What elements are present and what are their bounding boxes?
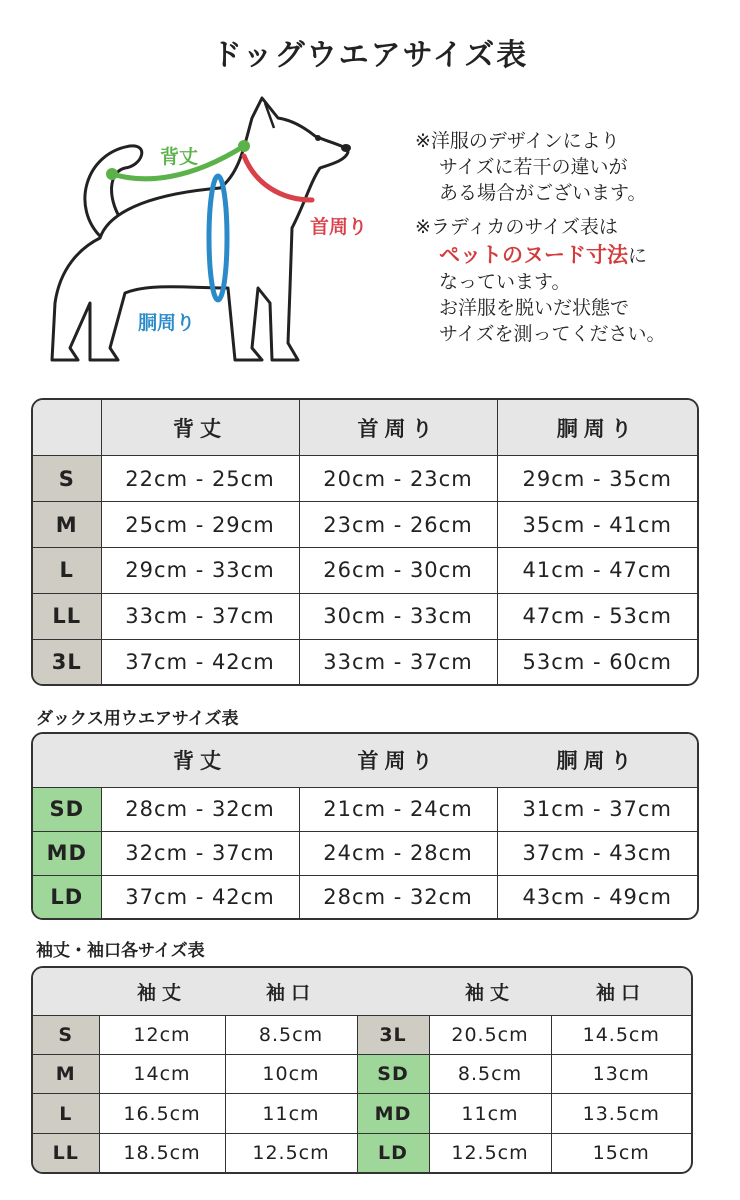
note-text: に xyxy=(628,245,648,267)
table-header-row xyxy=(33,968,691,1015)
dachs-size-table xyxy=(31,732,699,920)
table-row xyxy=(33,831,697,875)
note-line: サイズを測ってください。 xyxy=(439,323,666,345)
back-cell: 32cm - 37cm xyxy=(101,831,299,875)
note-line: なっています。 xyxy=(439,271,571,293)
size-notes xyxy=(415,128,665,347)
neck-cell: 26cm - 30cm xyxy=(299,547,497,593)
table-row xyxy=(33,875,697,918)
neck-label: 首周り xyxy=(310,216,368,238)
note-line: ※ラディカのサイズ表は xyxy=(415,216,618,238)
header-cell: 袖丈 xyxy=(429,968,551,1015)
size-cell: 3L xyxy=(357,1015,429,1054)
sleeve-length-cell: 18.5cm xyxy=(99,1133,225,1172)
back-cell: 37cm - 42cm xyxy=(101,875,299,918)
header-cell: 背丈 xyxy=(101,400,299,456)
back-cell: 29cm - 33cm xyxy=(101,547,299,593)
sleeve-length-cell: 14cm xyxy=(99,1055,225,1094)
cuff-cell: 13cm xyxy=(551,1055,691,1094)
sleeve-length-cell: 12cm xyxy=(99,1015,225,1054)
back-length-label: 背丈 xyxy=(160,146,199,168)
table-row xyxy=(33,787,697,831)
sleeve-length-cell: 8.5cm xyxy=(429,1055,551,1094)
back-cell: 28cm - 32cm xyxy=(101,787,299,831)
header-cell: 首周り xyxy=(299,400,497,456)
note-line: ある場合がございます。 xyxy=(439,182,647,204)
note-line: サイズに若干の違いが xyxy=(439,156,628,178)
size-cell: S xyxy=(33,1015,99,1054)
size-cell: S xyxy=(33,456,101,502)
neck-cell: 33cm - 37cm xyxy=(299,639,497,684)
sleeve-size-table xyxy=(31,966,693,1174)
cuff-cell: 10cm xyxy=(225,1055,357,1094)
neck-cell: 21cm - 24cm xyxy=(299,787,497,831)
header-cell: 袖丈 xyxy=(99,968,225,1015)
header-cell xyxy=(33,968,99,1015)
sleeve-table-title: 袖丈・袖口各サイズ表 xyxy=(36,941,205,961)
chest-cell: 31cm - 37cm xyxy=(497,787,697,831)
size-cell: MD xyxy=(33,831,101,875)
chest-cell: 47cm - 53cm xyxy=(497,593,697,639)
chest-cell: 35cm - 41cm xyxy=(497,502,697,548)
chest-label: 胴周り xyxy=(138,312,196,334)
table-row xyxy=(33,1015,691,1054)
header-cell: 袖口 xyxy=(551,968,691,1015)
back-cell: 33cm - 37cm xyxy=(101,593,299,639)
header-cell xyxy=(33,400,101,456)
chest-cell: 53cm - 60cm xyxy=(497,639,697,684)
note-line: ※洋服のデザインにより xyxy=(415,130,620,152)
header-cell: 胴周り xyxy=(497,734,697,787)
neck-cell: 24cm - 28cm xyxy=(299,831,497,875)
header-cell: 首周り xyxy=(299,734,497,787)
size-cell: MD xyxy=(357,1094,429,1133)
table-header-row xyxy=(33,734,697,787)
header-cell xyxy=(357,968,429,1015)
header-cell: 背丈 xyxy=(101,734,299,787)
neck-cell: 23cm - 26cm xyxy=(299,502,497,548)
header-cell: 袖口 xyxy=(225,968,357,1015)
cuff-cell: 14.5cm xyxy=(551,1015,691,1054)
table-row xyxy=(33,502,697,548)
table-row xyxy=(33,547,697,593)
page-title: ドッグウエアサイズ表 xyxy=(211,38,529,73)
table-row xyxy=(33,639,697,684)
size-cell: L xyxy=(33,1094,99,1133)
table-row xyxy=(33,1094,691,1133)
table-row xyxy=(33,1133,691,1172)
dog-illustration xyxy=(30,88,430,388)
chest-cell: 37cm - 43cm xyxy=(497,831,697,875)
note-line: お洋服を脱いだ状態で xyxy=(439,297,630,319)
sleeve-length-cell: 11cm xyxy=(429,1094,551,1133)
cuff-cell: 8.5cm xyxy=(225,1015,357,1054)
size-cell: SD xyxy=(33,787,101,831)
neck-cell: 30cm - 33cm xyxy=(299,593,497,639)
table-header-row xyxy=(33,400,697,456)
size-cell: SD xyxy=(357,1055,429,1094)
size-cell: M xyxy=(33,1055,99,1094)
size-cell: 3L xyxy=(33,639,101,684)
table-row xyxy=(33,593,697,639)
main-size-table xyxy=(31,398,699,686)
cuff-cell: 11cm xyxy=(225,1094,357,1133)
header-cell xyxy=(33,734,101,787)
size-cell: LD xyxy=(357,1133,429,1172)
neck-cell: 20cm - 23cm xyxy=(299,456,497,502)
header-cell: 胴周り xyxy=(497,400,697,456)
back-cell: 22cm - 25cm xyxy=(101,456,299,502)
size-cell: L xyxy=(33,547,101,593)
table-row xyxy=(33,1055,691,1094)
size-cell: LL xyxy=(33,1133,99,1172)
cuff-cell: 15cm xyxy=(551,1133,691,1172)
neck-cell: 28cm - 32cm xyxy=(299,875,497,918)
sleeve-length-cell: 16.5cm xyxy=(99,1094,225,1133)
sleeve-length-cell: 20.5cm xyxy=(429,1015,551,1054)
size-cell: LD xyxy=(33,875,101,918)
dachs-table-title: ダックス用ウエアサイズ表 xyxy=(36,709,239,729)
size-cell: M xyxy=(33,502,101,548)
sleeve-length-cell: 12.5cm xyxy=(429,1133,551,1172)
chest-cell: 29cm - 35cm xyxy=(497,456,697,502)
chest-cell: 43cm - 49cm xyxy=(497,875,697,918)
back-cell: 37cm - 42cm xyxy=(101,639,299,684)
chest-cell: 41cm - 47cm xyxy=(497,547,697,593)
nude-size-emphasis: ペットのヌード寸法 xyxy=(439,243,628,267)
table-row xyxy=(33,456,697,502)
back-cell: 25cm - 29cm xyxy=(101,502,299,548)
cuff-cell: 13.5cm xyxy=(551,1094,691,1133)
size-cell: LL xyxy=(33,593,101,639)
cuff-cell: 12.5cm xyxy=(225,1133,357,1172)
